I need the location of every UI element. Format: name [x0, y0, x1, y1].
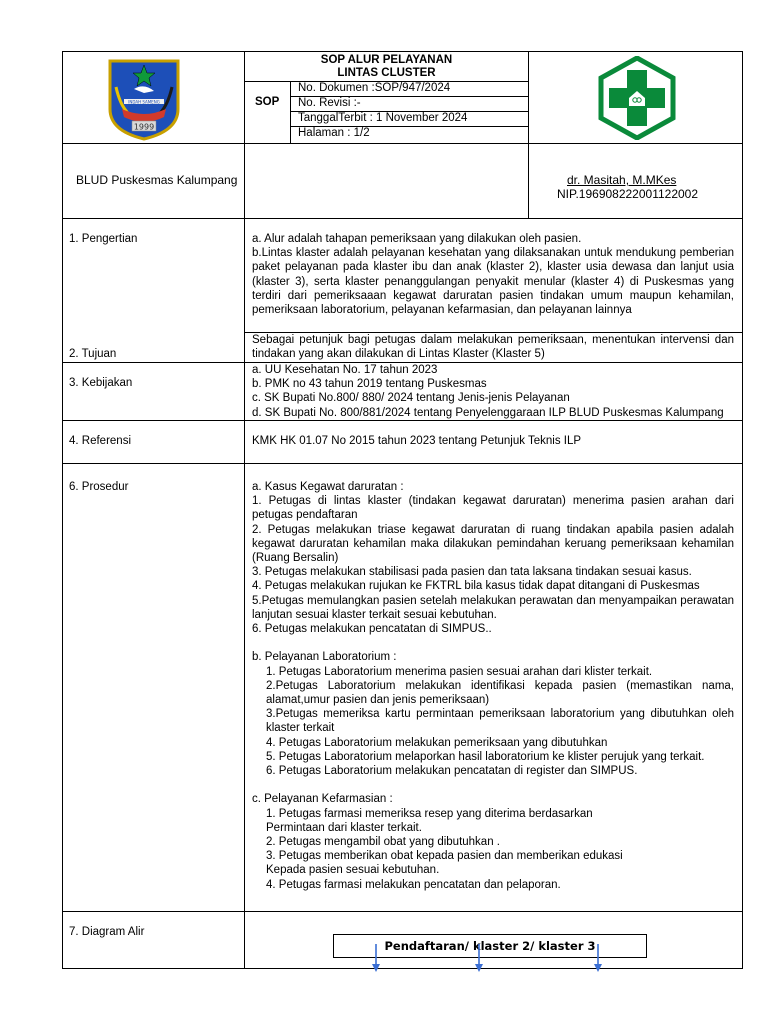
kebijakan-line: d. SK Bupati No. 800/881/2024 tentang Penyelenggaraan ILP BLUD Puskesmas Kalumpang [252, 406, 724, 419]
sop-label: SOP [255, 96, 280, 108]
header-divider-right [528, 51, 529, 218]
prosedur-c-item: Permintaan dari klaster terkait. [266, 821, 422, 834]
section-label-tujuan: 2. Tujuan [69, 348, 117, 360]
flow-arrow-down-icon [593, 944, 603, 978]
kebijakan-body [252, 363, 734, 420]
flowchart-start-box: Pendaftaran/ klaster 2/ klaster 3 [333, 934, 647, 958]
title-line-1: SOP ALUR PELAYANAN [320, 54, 453, 66]
prosedur-c-item: 2. Petugas mengambil obat yang dibutuhkan . [266, 836, 500, 849]
prosedur-a-item: 5.Petugas memulangkan pasien setelah melakukan perawatan dan menyampaikan perawatan lanjutan sesuai klaster terkait sesuai kebutuhan. [252, 594, 734, 621]
signatory-nip: NIP.196908222001122002 [557, 187, 699, 201]
header-divider-meta [290, 81, 291, 143]
document-title [245, 54, 528, 80]
doc-number: No. Dokumen :SOP/947/2024 [298, 82, 451, 94]
prosedur-b-item: 5. Petugas Laboratorium melaporkan hasil laboratorium ke klister perujuk yang terkait. [266, 750, 705, 763]
tujuan-text: Sebagai petunjuk bagi petugas dalam melakukan pemeriksaan, menentukan intervensi dan tindakan yang akan dilakukan di Lintas Klaster (Klaster 5) [252, 334, 734, 361]
row-divider [62, 218, 743, 219]
prosedur-b-item: 1. Petugas Laboratorium menerima pasien sesuai arahan dari klister terkait. [266, 665, 653, 678]
prosedur-a-item: 2. Petugas melakukan triase kegawat daruratan di ruang tindakan apabila pasien adalah kegawat daruratan kehamilan maka dilakukan pemindahan keruang pemeriksaan kehamilan (Ruang Bersalin) [252, 523, 734, 565]
emblem-year: 1999 [133, 122, 155, 132]
pengertian-body [252, 232, 734, 317]
prosedur-a-title: a. Kasus Kegawat daruratan : [252, 481, 404, 493]
prosedur-c-item: Kepada pasien sesuai kebutuhan. [266, 864, 440, 877]
prosedur-c-title: c. Pelayanan Kefarmasian : [252, 793, 393, 806]
prosedur-b-item: 4. Petugas Laboratorium melakukan pemeriksaan yang dibutuhkan [266, 736, 608, 749]
section-label-prosedur: 6. Prosedur [69, 481, 129, 493]
kebijakan-line: b. PMK no 43 tahun 2019 tentang Puskesmas [252, 378, 487, 391]
page-number: Halaman : 1/2 [298, 127, 370, 139]
pengertian-line: a. Alur adalah tahapan pemeriksaan yang dilakukan oleh pasien. [252, 233, 582, 245]
flow-arrow-down-icon [474, 944, 484, 978]
section-label-referensi: 4. Referensi [69, 435, 132, 447]
kebijakan-line: a. UU Kesehatan No. 17 tahun 2023 [252, 364, 438, 376]
revision-number: No. Revisi :- [298, 97, 361, 109]
pengertian-line: b.Lintas klaster adalah pelayanan kesehatan yang dilaksanakan untuk mendukung pemberian paket pelayanan pada klaster ibu dan anak (klaster 2), klaster usia dewasa dan lanjut usia (klaster 3), serta klaster penanggulangan penyakit menular (klaster 4) di Puskesmas yang terdiri dari pemeriksaaan kegawat daruratan pasien tindakan umum maupun kehamilan, pemeriksaan laboratorium, pelayanan kefarmasian, dan pelayanan lainnya [252, 247, 734, 317]
prosedur-b-item: 3.Petugas memeriksa kartu permintaan pemeriksaan laboratorium yang dibutuhkan oleh klaster terkait [266, 708, 734, 735]
row-divider [62, 420, 743, 421]
prosedur-c-item: 1. Petugas farmasi memeriksa resep yang diterima berdasarkan [266, 807, 593, 820]
puskesmas-logo [595, 56, 679, 140]
emblem-motto: INDAH SAMENG [128, 99, 160, 105]
title-line-2: LINTAS CLUSTER [337, 67, 436, 79]
referensi-body [252, 434, 734, 448]
section-label-pengertian: 1. Pengertian [69, 233, 138, 245]
signatory-name: dr. Masitah, M.MKes [567, 173, 677, 187]
prosedur-c-item: 3. Petugas memberikan obat kepada pasien dan memberikan edukasi [266, 850, 623, 863]
prosedur-b-item: 6. Petugas Laboratorium melakukan pencatatan di register dan SIMPUS. [266, 765, 638, 778]
issue-date: TanggalTerbit : 1 November 2024 [298, 112, 468, 124]
row-divider [62, 463, 743, 464]
row-divider [62, 143, 743, 144]
prosedur-a-item: 4. Petugas melakukan rujukan ke FKTRL bila kasus tidak dapat ditangani di Puskesmas [252, 580, 700, 593]
tujuan-body [252, 333, 734, 361]
prosedur-b-item: 2.Petugas Laboratorium melakukan identifikasi kepada pasien (memastikan nama, alamat,umur pasien dan jenis pemeriksaan) [266, 679, 734, 707]
institution-name: BLUD Puskesmas Kalumpang [76, 173, 238, 187]
prosedur-b-title: b. Pelayanan Laboratorium : [252, 651, 397, 664]
kebijakan-line: c. SK Bupati No.800/ 880/ 2024 tentang Jenis-jenis Pelayanan [252, 392, 570, 405]
regency-emblem-logo [106, 57, 182, 141]
prosedur-c-item: 4. Petugas farmasi melakukan pencatatan dan pelaporan. [266, 878, 561, 891]
section-label-diagram: 7. Diagram Alir [69, 926, 145, 938]
referensi-text: KMK HK 01.07 No 2015 tahun 2023 tentang Petunjuk Teknis ILP [252, 435, 582, 447]
prosedur-a-item: 1. Petugas di lintas klaster (tindakan kegawat daruratan) menerima pasien arahan dari petugas pendaftaran [252, 495, 734, 522]
column-divider [244, 51, 245, 969]
prosedur-a-item: 3. Petugas melakukan stabilisasi pada pasien dan tata laksana tindakan sesuai kasus. [252, 566, 692, 579]
section-label-kebijakan: 3. Kebijakan [69, 377, 133, 389]
row-divider [62, 911, 743, 912]
prosedur-a-item: 6. Petugas melakukan pencatatan di SIMPUS.. [252, 623, 492, 636]
flow-arrow-down-icon [371, 944, 381, 978]
prosedur-body [252, 480, 734, 892]
